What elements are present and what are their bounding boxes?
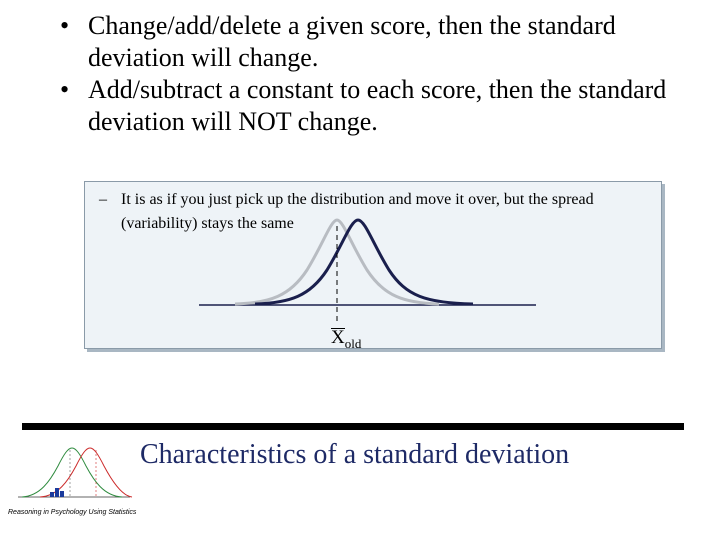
bullet-marker: • bbox=[60, 11, 70, 40]
footer-thumbnail-icon bbox=[10, 436, 135, 516]
footer-divider bbox=[22, 423, 684, 430]
slide-title: Characteristics of a standard deviation bbox=[140, 439, 570, 470]
distribution-shift-diagram bbox=[85, 182, 661, 348]
bullet-text: Change/add/delete a given score, then the standard deviation will change. bbox=[88, 11, 616, 72]
bullet-marker: • bbox=[60, 75, 70, 104]
bullet-list bbox=[60, 10, 700, 138]
sub-bullet-text: It is as if you just pick up the distribution and move it over, but the spread (variability) stays the same bbox=[121, 191, 594, 232]
bullet-add-constant bbox=[60, 74, 700, 138]
mean-subscript: old bbox=[344, 336, 362, 351]
mean-symbol: X bbox=[331, 327, 345, 348]
sub-bullet-marker: – bbox=[99, 191, 107, 208]
distribution-figure-box bbox=[84, 181, 662, 349]
x-old-label bbox=[331, 328, 361, 354]
thumbnail-caption: Reasoning in Psychology Using Statistics bbox=[8, 509, 137, 516]
bullet-change-score bbox=[60, 10, 700, 74]
bullet-text: Add/subtract a constant to each score, then the standard deviation will NOT change. bbox=[88, 75, 667, 136]
